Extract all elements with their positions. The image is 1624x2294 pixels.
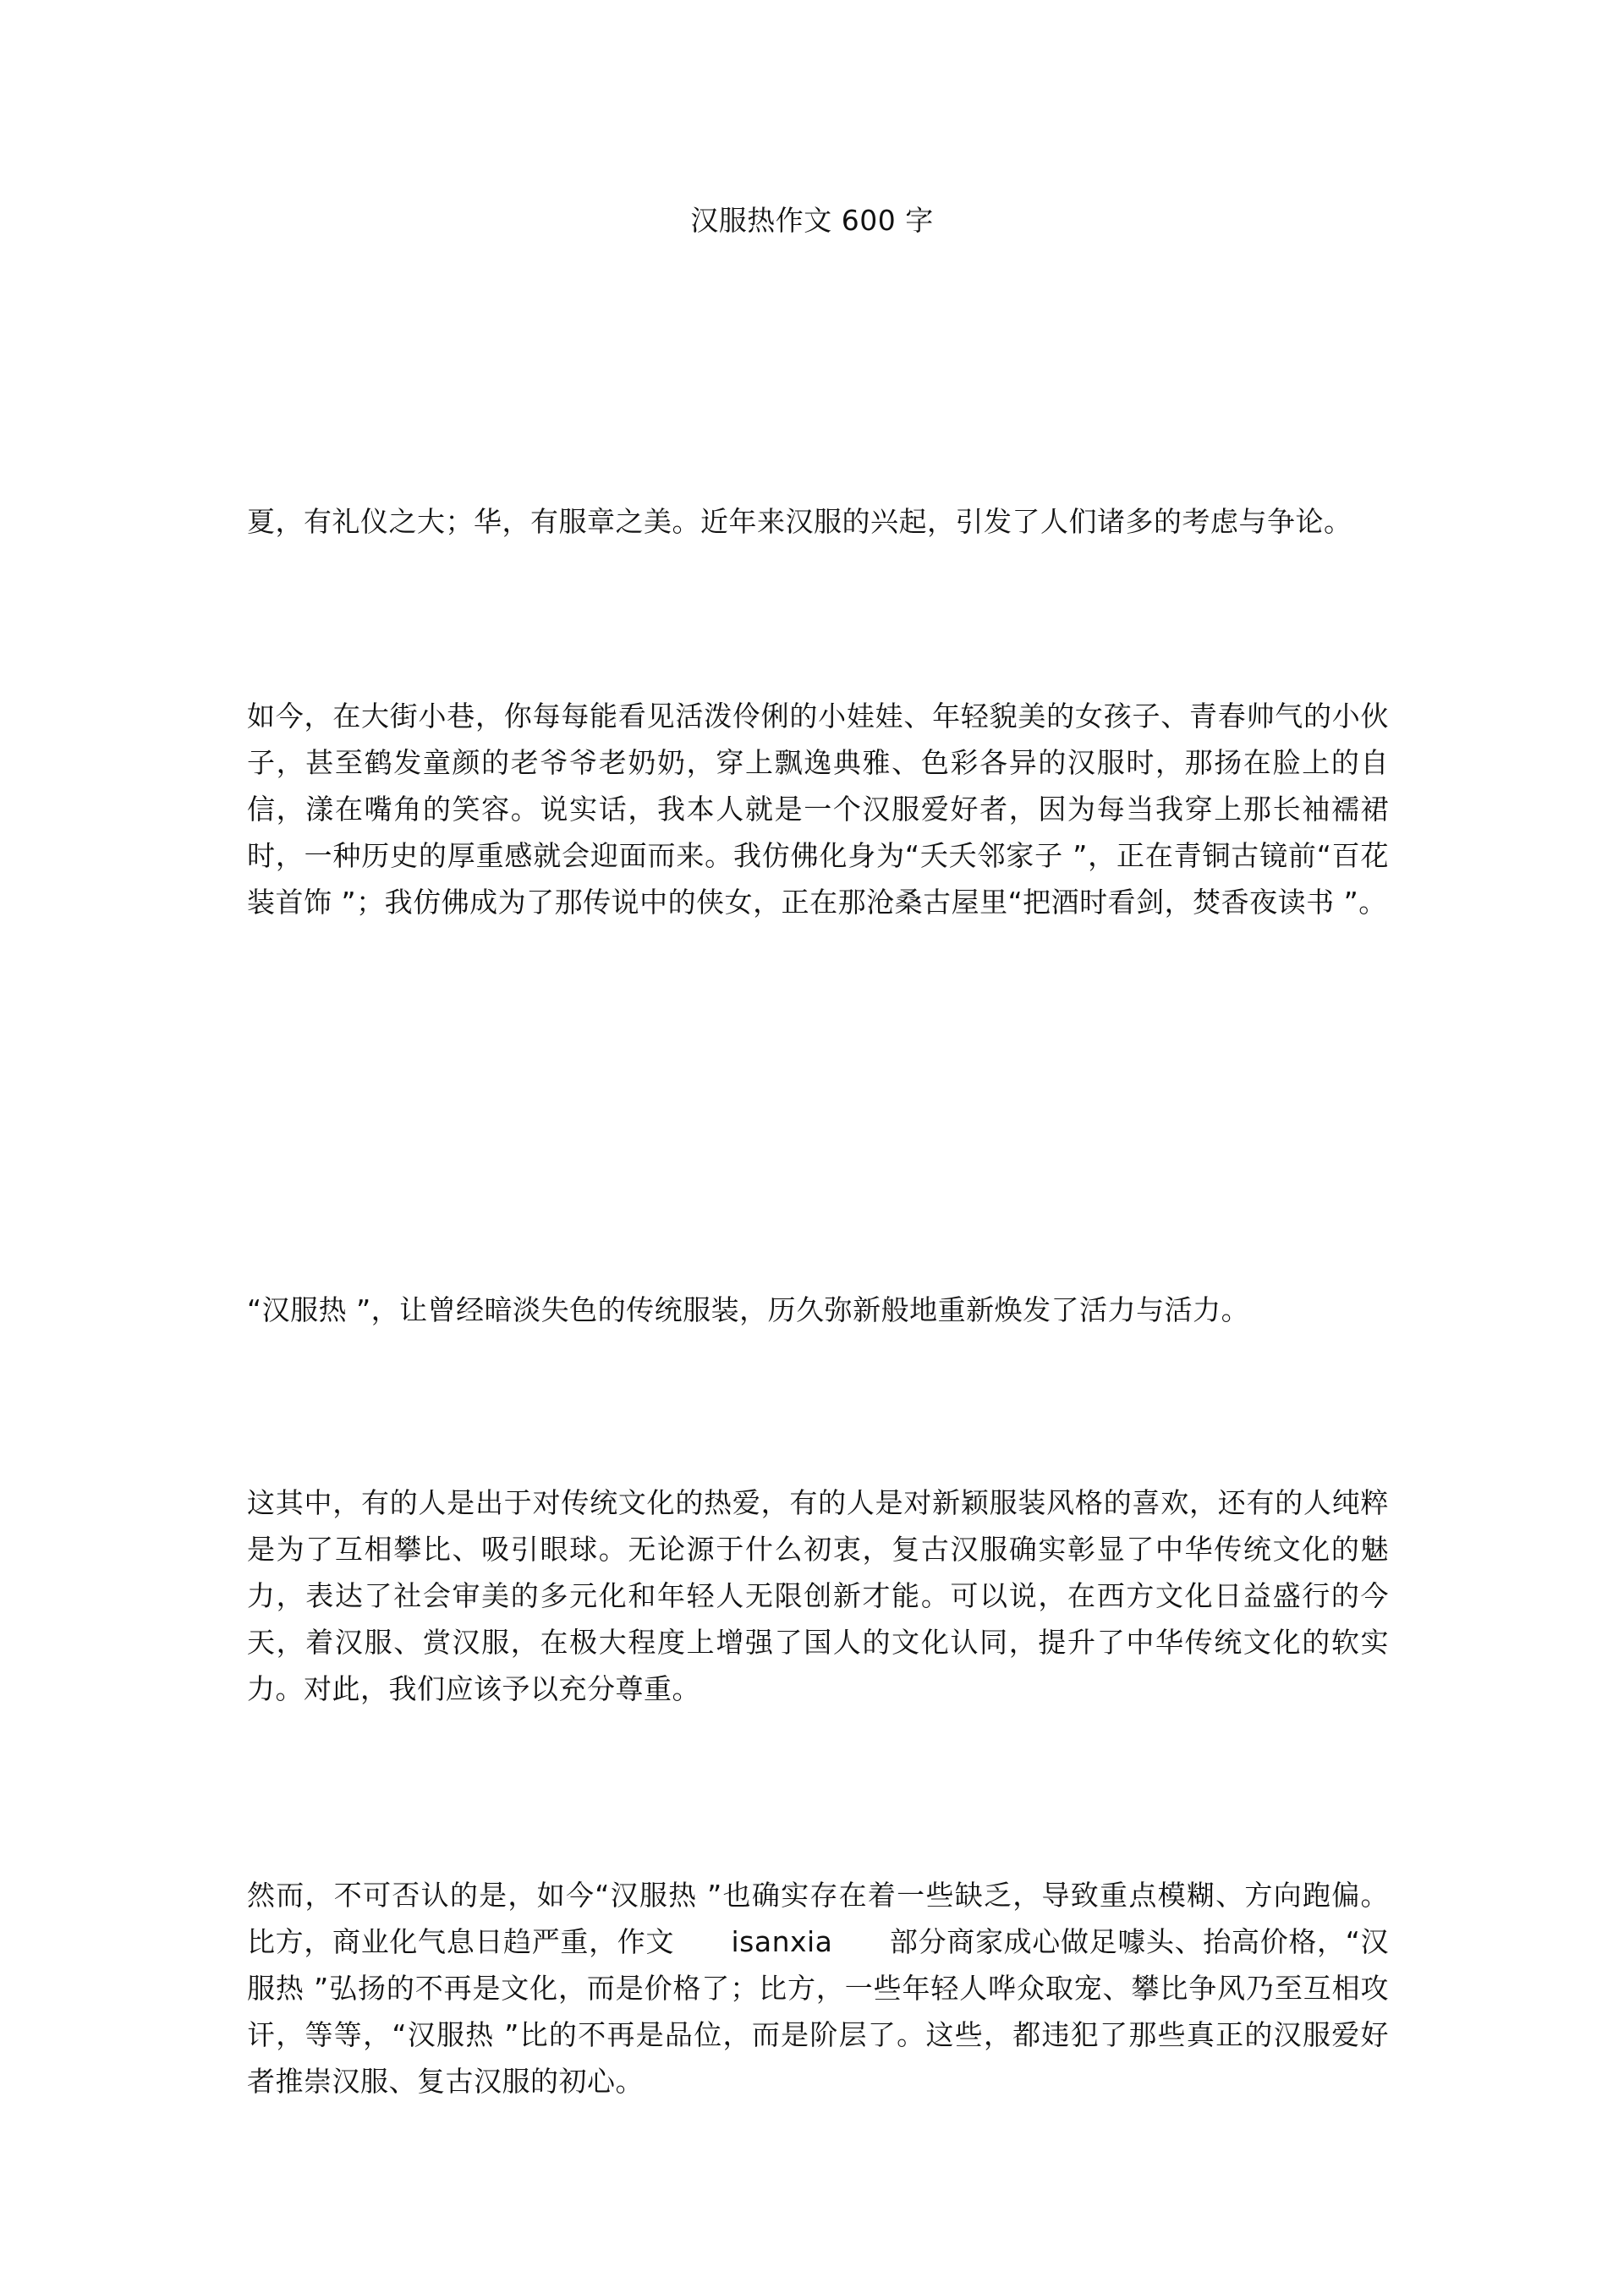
paragraph-3: “汉服热 ”，让曾经暗淡失色的传统服装，历久弥新般地重新焕发了活力与活力。: [247, 1293, 1250, 1326]
document-title: 汉服热作文 600 字: [690, 204, 934, 237]
paragraph-1: 夏，有礼仪之大；华，有服章之美。近年来汉服的兴起，引发了人们诸多的考虑与争论。: [247, 505, 1352, 538]
paragraph-2: 如今，在大街小巷，你每每能看见活泼伶俐的小娃娃、年轻貌美的女孩子、青春帅气的小伙子，甚至鹤发童颜的老爷爷老奶奶，穿上飘逸典雅、色彩各异的汉服时，那扬在脸上的自信，漾在嘴角的笑容。说实话，我本人就是一个汉服爱好者，因为每当我穿上那长袖襦裙时，一种历史的厚重感就会迎面而来。我仿佛化身为“夭夭邻家子 ”，正在青铜古镜前“百花装首饰 ”；我仿佛成为了那传说中的侠女，正在那沧桑古屋里“把酒时看剑，焚香夜读书 ”。: [247, 700, 1389, 919]
paragraph-4: 这其中，有的人是出于对传统文化的热爱，有的人是对新颖服装风格的喜欢，还有的人纯粹是为了互相攀比、吸引眼球。无论源于什么初衷，复古汉服确实彰显了中华传统文化的魅力，表达了社会审美的多元化和年轻人无限创新才能。可以说，在西方文化日益盛行的今天，着汉服、赏汉服，在极大程度上增强了国人的文化认同，提升了中华传统文化的软实力。对此，我们应该予以充分尊重。: [247, 1486, 1389, 1705]
paragraph-5: 然而，不可否认的是，如今“汉服热 ”也确实存在着一些缺乏，导致重点模糊、方向跑偏。比方，商业化气息日趋严重，作文 isanxia 部分商家成心做足噱头、抬高价格，“汉服热 ”弘扬的不再是文化，而是价格了；比方，一些年轻人哗众取宠、攀比争风乃至互相攻讦，等等，“汉服热 ”比的不再是品位，而是阶层了。这些，都违犯了那些真正的汉服爱好者推崇汉服、复古汉服的初心。: [247, 1879, 1389, 2098]
